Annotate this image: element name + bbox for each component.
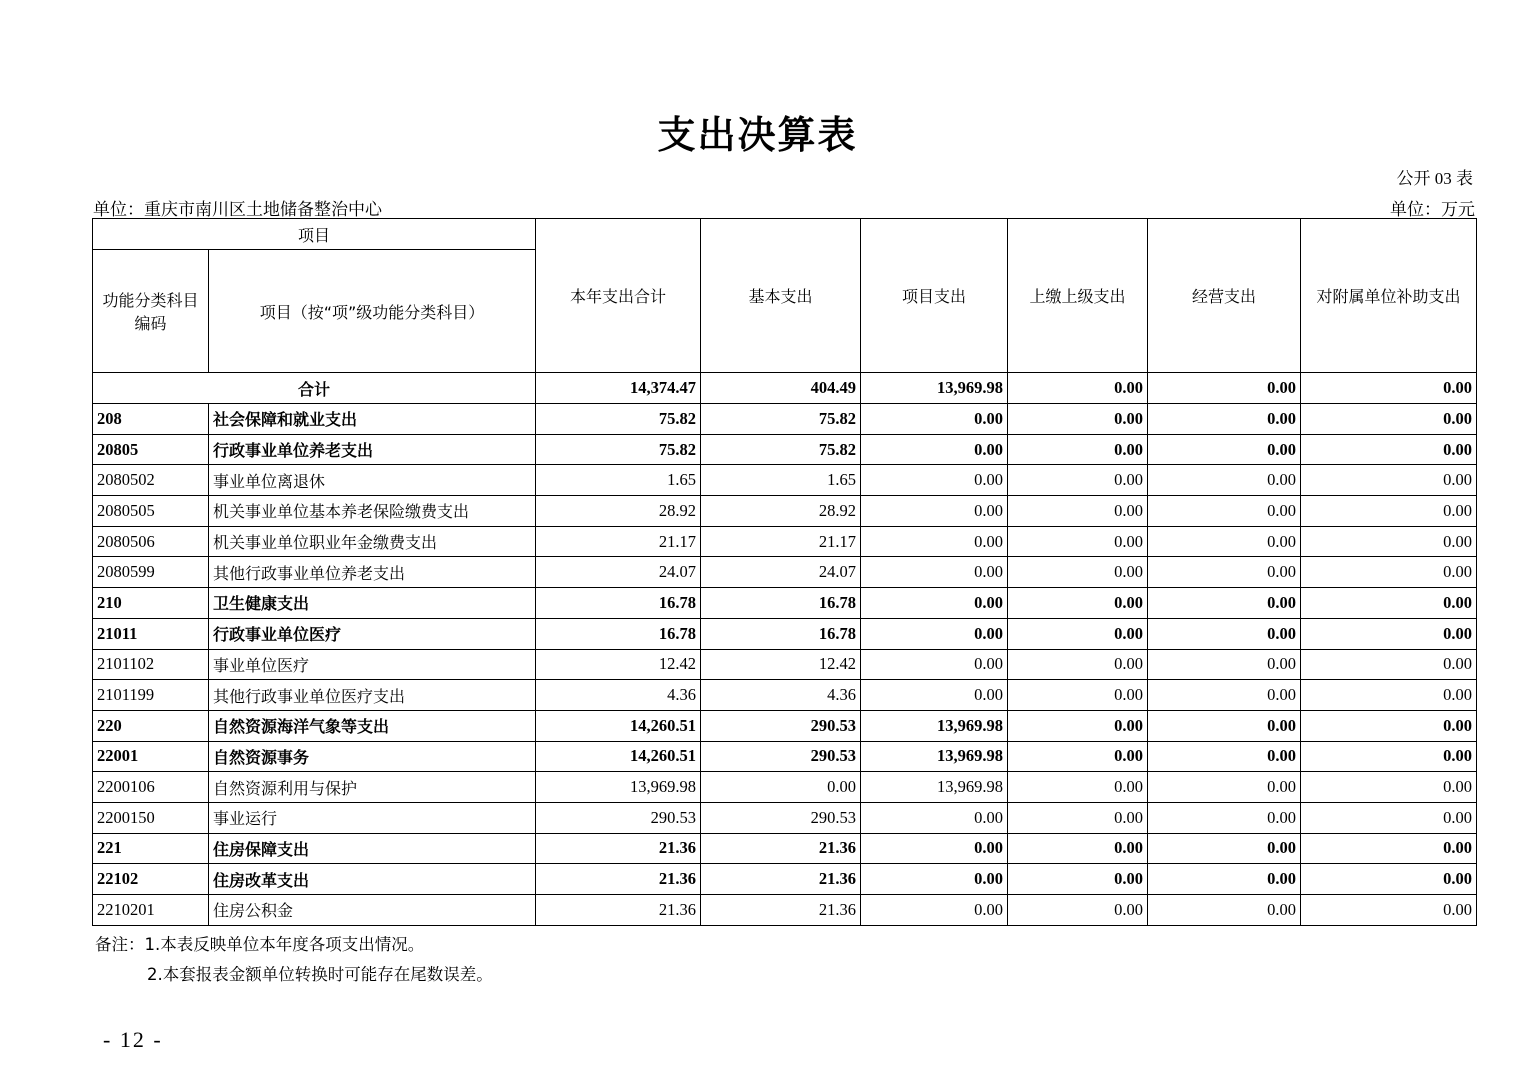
cell-name: 自然资源利用与保护	[209, 772, 536, 803]
cell-total: 13,969.98	[536, 772, 701, 803]
cell-subsidy: 0.00	[1301, 404, 1477, 435]
header-name: 项目（按“项”级功能分类科目）	[209, 250, 536, 373]
cell-upper: 0.00	[1008, 741, 1148, 772]
cell-name: 卫生健康支出	[209, 588, 536, 619]
cell-code: 2080506	[93, 526, 209, 557]
cell-business: 0.00	[1148, 496, 1301, 527]
cell-project-exp: 13,969.98	[861, 772, 1008, 803]
table-row	[93, 496, 1477, 527]
expenditure-table	[92, 218, 1477, 926]
cell-name: 住房保障支出	[209, 833, 536, 864]
cell-project-exp: 0.00	[861, 864, 1008, 895]
cell-upper: 0.00	[1008, 680, 1148, 711]
cell-code: 210	[93, 588, 209, 619]
cell-name: 自然资源事务	[209, 741, 536, 772]
cell-project-exp: 0.00	[861, 680, 1008, 711]
header-business: 经营支出	[1148, 219, 1301, 373]
currency-unit: 单位：万元	[1390, 200, 1475, 219]
cell-total: 21.36	[536, 895, 701, 926]
cell-total: 21.36	[536, 864, 701, 895]
cell-subsidy: 0.00	[1301, 557, 1477, 588]
cell-subsidy: 0.00	[1301, 802, 1477, 833]
cell-total: 1.65	[536, 465, 701, 496]
cell-business: 0.00	[1148, 434, 1301, 465]
cell-code: 20805	[93, 434, 209, 465]
cell-code: 2080505	[93, 496, 209, 527]
cell-code: 2080502	[93, 465, 209, 496]
cell-basic: 24.07	[701, 557, 861, 588]
notes	[95, 930, 493, 990]
header-total: 本年支出合计	[536, 219, 701, 373]
cell-upper: 0.00	[1008, 833, 1148, 864]
cell-upper: 0.00	[1008, 802, 1148, 833]
cell-business: 0.00	[1148, 680, 1301, 711]
cell-business: 0.00	[1148, 772, 1301, 803]
cell-business: 0.00	[1148, 618, 1301, 649]
cell-total: 28.92	[536, 496, 701, 527]
table-row	[93, 588, 1477, 619]
table-row	[93, 434, 1477, 465]
cell-subsidy: 0.00	[1301, 496, 1477, 527]
cell-upper: 0.00	[1008, 496, 1148, 527]
cell-subsidy: 0.00	[1301, 833, 1477, 864]
cell-code: 21011	[93, 618, 209, 649]
table-row	[93, 649, 1477, 680]
cell-code: 22001	[93, 741, 209, 772]
total-total: 14,374.47	[536, 373, 701, 404]
cell-upper: 0.00	[1008, 710, 1148, 741]
cell-upper: 0.00	[1008, 404, 1148, 435]
cell-name: 自然资源海洋气象等支出	[209, 710, 536, 741]
cell-upper: 0.00	[1008, 618, 1148, 649]
cell-basic: 1.65	[701, 465, 861, 496]
header-basic: 基本支出	[701, 219, 861, 373]
cell-subsidy: 0.00	[1301, 772, 1477, 803]
cell-business: 0.00	[1148, 833, 1301, 864]
header-subsidy: 对附属单位补助支出	[1301, 219, 1477, 373]
total-basic: 404.49	[701, 373, 861, 404]
cell-project-exp: 0.00	[861, 649, 1008, 680]
table-row	[93, 772, 1477, 803]
note-line-2: 2.本套报表金额单位转换时可能存在尾数误差。	[147, 965, 493, 984]
cell-project-exp: 0.00	[861, 833, 1008, 864]
cell-code: 2080599	[93, 557, 209, 588]
cell-project-exp: 0.00	[861, 496, 1008, 527]
cell-subsidy: 0.00	[1301, 710, 1477, 741]
cell-subsidy: 0.00	[1301, 680, 1477, 711]
cell-subsidy: 0.00	[1301, 465, 1477, 496]
table-row	[93, 710, 1477, 741]
cell-code: 221	[93, 833, 209, 864]
cell-total: 14,260.51	[536, 741, 701, 772]
cell-upper: 0.00	[1008, 434, 1148, 465]
cell-total: 16.78	[536, 588, 701, 619]
cell-name: 事业单位医疗	[209, 649, 536, 680]
cell-name: 事业单位离退休	[209, 465, 536, 496]
cell-business: 0.00	[1148, 741, 1301, 772]
cell-business: 0.00	[1148, 895, 1301, 926]
cell-name: 行政事业单位养老支出	[209, 434, 536, 465]
table-row	[93, 833, 1477, 864]
table-row	[93, 895, 1477, 926]
cell-business: 0.00	[1148, 649, 1301, 680]
cell-name: 住房公积金	[209, 895, 536, 926]
table-row	[93, 618, 1477, 649]
total-upper: 0.00	[1008, 373, 1148, 404]
cell-code: 2101102	[93, 649, 209, 680]
cell-project-exp: 0.00	[861, 895, 1008, 926]
cell-name: 机关事业单位基本养老保险缴费支出	[209, 496, 536, 527]
cell-basic: 21.36	[701, 895, 861, 926]
total-project-expense: 13,969.98	[861, 373, 1008, 404]
table-row	[93, 526, 1477, 557]
cell-basic: 21.17	[701, 526, 861, 557]
cell-basic: 21.36	[701, 833, 861, 864]
table-row	[93, 802, 1477, 833]
table-number: 公开 03 表	[1396, 169, 1473, 188]
table-row	[93, 404, 1477, 435]
cell-project-exp: 0.00	[861, 802, 1008, 833]
cell-upper: 0.00	[1008, 649, 1148, 680]
cell-code: 2200106	[93, 772, 209, 803]
cell-total: 14,260.51	[536, 710, 701, 741]
cell-basic: 290.53	[701, 802, 861, 833]
table-row	[93, 864, 1477, 895]
organization-unit: 单位：重庆市南川区土地储备整治中心	[93, 200, 382, 219]
table-row	[93, 557, 1477, 588]
cell-subsidy: 0.00	[1301, 864, 1477, 895]
cell-subsidy: 0.00	[1301, 649, 1477, 680]
cell-business: 0.00	[1148, 710, 1301, 741]
cell-project-exp: 0.00	[861, 434, 1008, 465]
cell-basic: 28.92	[701, 496, 861, 527]
cell-total: 290.53	[536, 802, 701, 833]
cell-code: 2101199	[93, 680, 209, 711]
table-row	[93, 465, 1477, 496]
cell-total: 75.82	[536, 434, 701, 465]
cell-code: 2210201	[93, 895, 209, 926]
cell-name: 住房改革支出	[209, 864, 536, 895]
cell-basic: 290.53	[701, 710, 861, 741]
total-subsidy: 0.00	[1301, 373, 1477, 404]
cell-business: 0.00	[1148, 588, 1301, 619]
header-project-expense: 项目支出	[861, 219, 1008, 373]
cell-business: 0.00	[1148, 404, 1301, 435]
cell-basic: 21.36	[701, 864, 861, 895]
cell-total: 12.42	[536, 649, 701, 680]
header-project: 项目	[93, 219, 536, 250]
cell-project-exp: 0.00	[861, 404, 1008, 435]
cell-name: 事业运行	[209, 802, 536, 833]
cell-total: 4.36	[536, 680, 701, 711]
cell-basic: 12.42	[701, 649, 861, 680]
cell-basic: 290.53	[701, 741, 861, 772]
cell-total: 16.78	[536, 618, 701, 649]
cell-upper: 0.00	[1008, 526, 1148, 557]
cell-business: 0.00	[1148, 526, 1301, 557]
cell-project-exp: 0.00	[861, 557, 1008, 588]
cell-project-exp: 13,969.98	[861, 741, 1008, 772]
cell-total: 21.36	[536, 833, 701, 864]
cell-total: 21.17	[536, 526, 701, 557]
cell-project-exp: 0.00	[861, 618, 1008, 649]
header-code: 功能分类科目编码	[93, 250, 209, 373]
cell-upper: 0.00	[1008, 864, 1148, 895]
cell-upper: 0.00	[1008, 895, 1148, 926]
cell-project-exp: 0.00	[861, 465, 1008, 496]
cell-subsidy: 0.00	[1301, 895, 1477, 926]
cell-project-exp: 13,969.98	[861, 710, 1008, 741]
cell-total: 24.07	[536, 557, 701, 588]
cell-total: 75.82	[536, 404, 701, 435]
cell-upper: 0.00	[1008, 588, 1148, 619]
cell-subsidy: 0.00	[1301, 741, 1477, 772]
cell-subsidy: 0.00	[1301, 588, 1477, 619]
page-number: - 12 -	[103, 1027, 163, 1052]
page-title: 支出决算表	[657, 113, 858, 157]
cell-code: 2200150	[93, 802, 209, 833]
cell-project-exp: 0.00	[861, 588, 1008, 619]
cell-business: 0.00	[1148, 864, 1301, 895]
cell-subsidy: 0.00	[1301, 526, 1477, 557]
cell-code: 22102	[93, 864, 209, 895]
cell-name: 社会保障和就业支出	[209, 404, 536, 435]
cell-subsidy: 0.00	[1301, 618, 1477, 649]
cell-business: 0.00	[1148, 557, 1301, 588]
cell-code: 208	[93, 404, 209, 435]
cell-upper: 0.00	[1008, 772, 1148, 803]
total-row	[93, 373, 1477, 404]
cell-business: 0.00	[1148, 802, 1301, 833]
total-label: 合计	[93, 373, 536, 404]
cell-basic: 4.36	[701, 680, 861, 711]
table-row	[93, 680, 1477, 711]
table-row	[93, 741, 1477, 772]
cell-basic: 75.82	[701, 404, 861, 435]
cell-basic: 75.82	[701, 434, 861, 465]
cell-name: 其他行政事业单位养老支出	[209, 557, 536, 588]
cell-upper: 0.00	[1008, 557, 1148, 588]
cell-basic: 16.78	[701, 618, 861, 649]
cell-subsidy: 0.00	[1301, 434, 1477, 465]
note-line-1: 备注：1.本表反映单位本年度各项支出情况。	[95, 935, 425, 954]
header-upper: 上缴上级支出	[1008, 219, 1148, 373]
cell-basic: 0.00	[701, 772, 861, 803]
cell-project-exp: 0.00	[861, 526, 1008, 557]
cell-code: 220	[93, 710, 209, 741]
cell-business: 0.00	[1148, 465, 1301, 496]
cell-upper: 0.00	[1008, 465, 1148, 496]
cell-basic: 16.78	[701, 588, 861, 619]
cell-name: 行政事业单位医疗	[209, 618, 536, 649]
total-business: 0.00	[1148, 373, 1301, 404]
cell-name: 其他行政事业单位医疗支出	[209, 680, 536, 711]
cell-name: 机关事业单位职业年金缴费支出	[209, 526, 536, 557]
